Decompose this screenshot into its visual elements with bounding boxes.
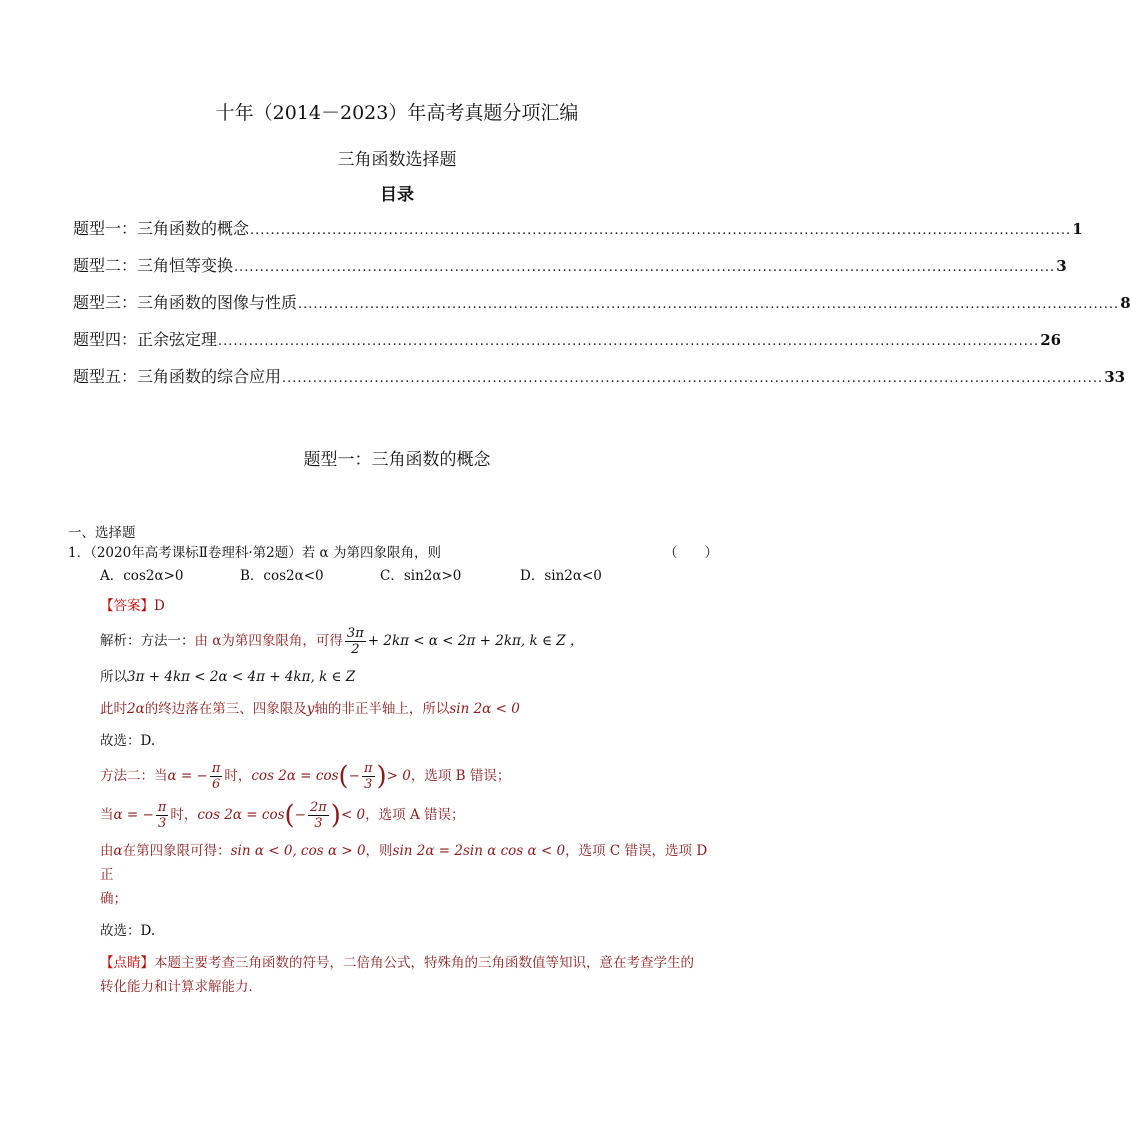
toc-leader: ................................................................................................................................................................ — [282, 371, 1104, 386]
answer-line — [100, 594, 718, 618]
toc-entry[interactable] — [73, 253, 1067, 290]
toc-label: 题型一：三角函数的概念 — [73, 219, 250, 238]
answer-value: D — [154, 598, 165, 614]
answer-tag: 【答案】 — [100, 598, 154, 614]
document-title: 十年（2014－2023）年高考真题分项汇编 — [215, 102, 579, 124]
toc-entry[interactable] — [73, 327, 1062, 364]
toc-entry[interactable] — [73, 216, 1083, 253]
toc-page: 1 — [1072, 220, 1083, 238]
analysis-line-1: 解析：方法一：由 α为第四象限角，可得 $\frac{3\pi}{2}$ + 2kπ < α < 2π + 2kπ, k ∈ Z ， — [100, 626, 584, 657]
fraction: $\frac{\pi}{3}$ — [157, 800, 167, 831]
analysis-line-9: 故选：D. — [100, 923, 156, 939]
document-subtitle: 三角函数选择题 — [337, 150, 457, 170]
toc-heading: 目录 — [380, 185, 414, 205]
solution — [100, 594, 718, 999]
toc-leader: ................................................................................................................................................................ — [234, 260, 1056, 275]
option-a: A．cos2α>0 — [100, 568, 184, 584]
options — [100, 566, 718, 586]
analysis-line-8: 确； — [100, 891, 127, 907]
analysis-line-3: 此时2α的终边落在第三、四象限及y轴的非正半轴上，所以sin 2α < 0 — [100, 701, 520, 717]
toc-page: 3 — [1056, 257, 1067, 275]
toc-label: 题型三：三角函数的图像与性质 — [73, 293, 298, 312]
fraction: $\frac{3\pi}{2}$ — [346, 626, 364, 657]
fraction: $\frac{\pi}{3}$ — [363, 761, 373, 792]
option-d: D．sin2α<0 — [520, 568, 602, 584]
option-b: B．cos2α<0 — [240, 568, 324, 584]
toc-page: 8 — [1120, 294, 1131, 312]
comment-text: 本题主要考查三角函数的符号，二倍角公式，特殊角的三角函数值等知识，意在考查学生的 — [154, 955, 694, 971]
section-title: 题型一：三角函数的概念 — [303, 450, 491, 470]
question-text: （2020年高考课标Ⅱ卷理科·第2题）若 α 为第四象限角，则 — [90, 545, 441, 561]
toc-page: 33 — [1104, 368, 1126, 386]
analysis-line-4: 故选：D. — [100, 733, 156, 749]
toc-entry[interactable] — [73, 364, 1126, 401]
analysis-line-2: 所以3π + 4kπ < 2α < 4π + 4kπ, k ∈ Z — [100, 669, 356, 685]
toc-label: 题型五：三角函数的综合应用 — [73, 367, 282, 386]
toc-leader: ................................................................................................................................................................ — [250, 223, 1072, 238]
comment-line-2: 转化能力和计算求解能力． — [100, 979, 262, 995]
table-of-contents — [73, 216, 1131, 401]
answer-bracket: （ ） — [664, 545, 718, 561]
analysis-line-6: 当α = − $\frac{\pi}{3}$ 时，cos 2α = cos(− $\frac{2\pi}{3}$ )< 0，选项 A 错误； — [100, 800, 465, 831]
comment-tag: 【点睛】 — [100, 955, 154, 971]
question-block — [68, 523, 718, 1007]
toc-leader: ................................................................................................................................................................ — [218, 334, 1040, 349]
fraction: $\frac{\pi}{6}$ — [211, 761, 221, 792]
toc-leader: ................................................................................................................................................................ — [298, 297, 1120, 312]
question-line — [68, 543, 718, 563]
part-label: 一、选择题 — [68, 525, 136, 541]
fraction: $\frac{2\pi}{3}$ — [309, 800, 327, 831]
analysis-line-5: 方法二：当α = − $\frac{\pi}{6}$ 时，cos 2α = cos(− $\frac{\pi}{3}$ )> 0，选项 B 错误； — [100, 761, 511, 792]
toc-label: 题型二：三角恒等变换 — [73, 256, 234, 275]
analysis-line-7: 由α在第四象限可得：sin α < 0, cos α > 0，则sin 2α = 2sin α cos α < 0，选项 C 错误，选项 D 正 — [100, 843, 708, 883]
toc-page: 26 — [1040, 331, 1062, 349]
question-number: 1． — [68, 545, 91, 561]
toc-label: 题型四：正余弦定理 — [73, 330, 218, 349]
option-c: C．sin2α>0 — [380, 568, 462, 584]
comment-line — [100, 951, 718, 975]
toc-entry[interactable] — [73, 290, 1131, 327]
